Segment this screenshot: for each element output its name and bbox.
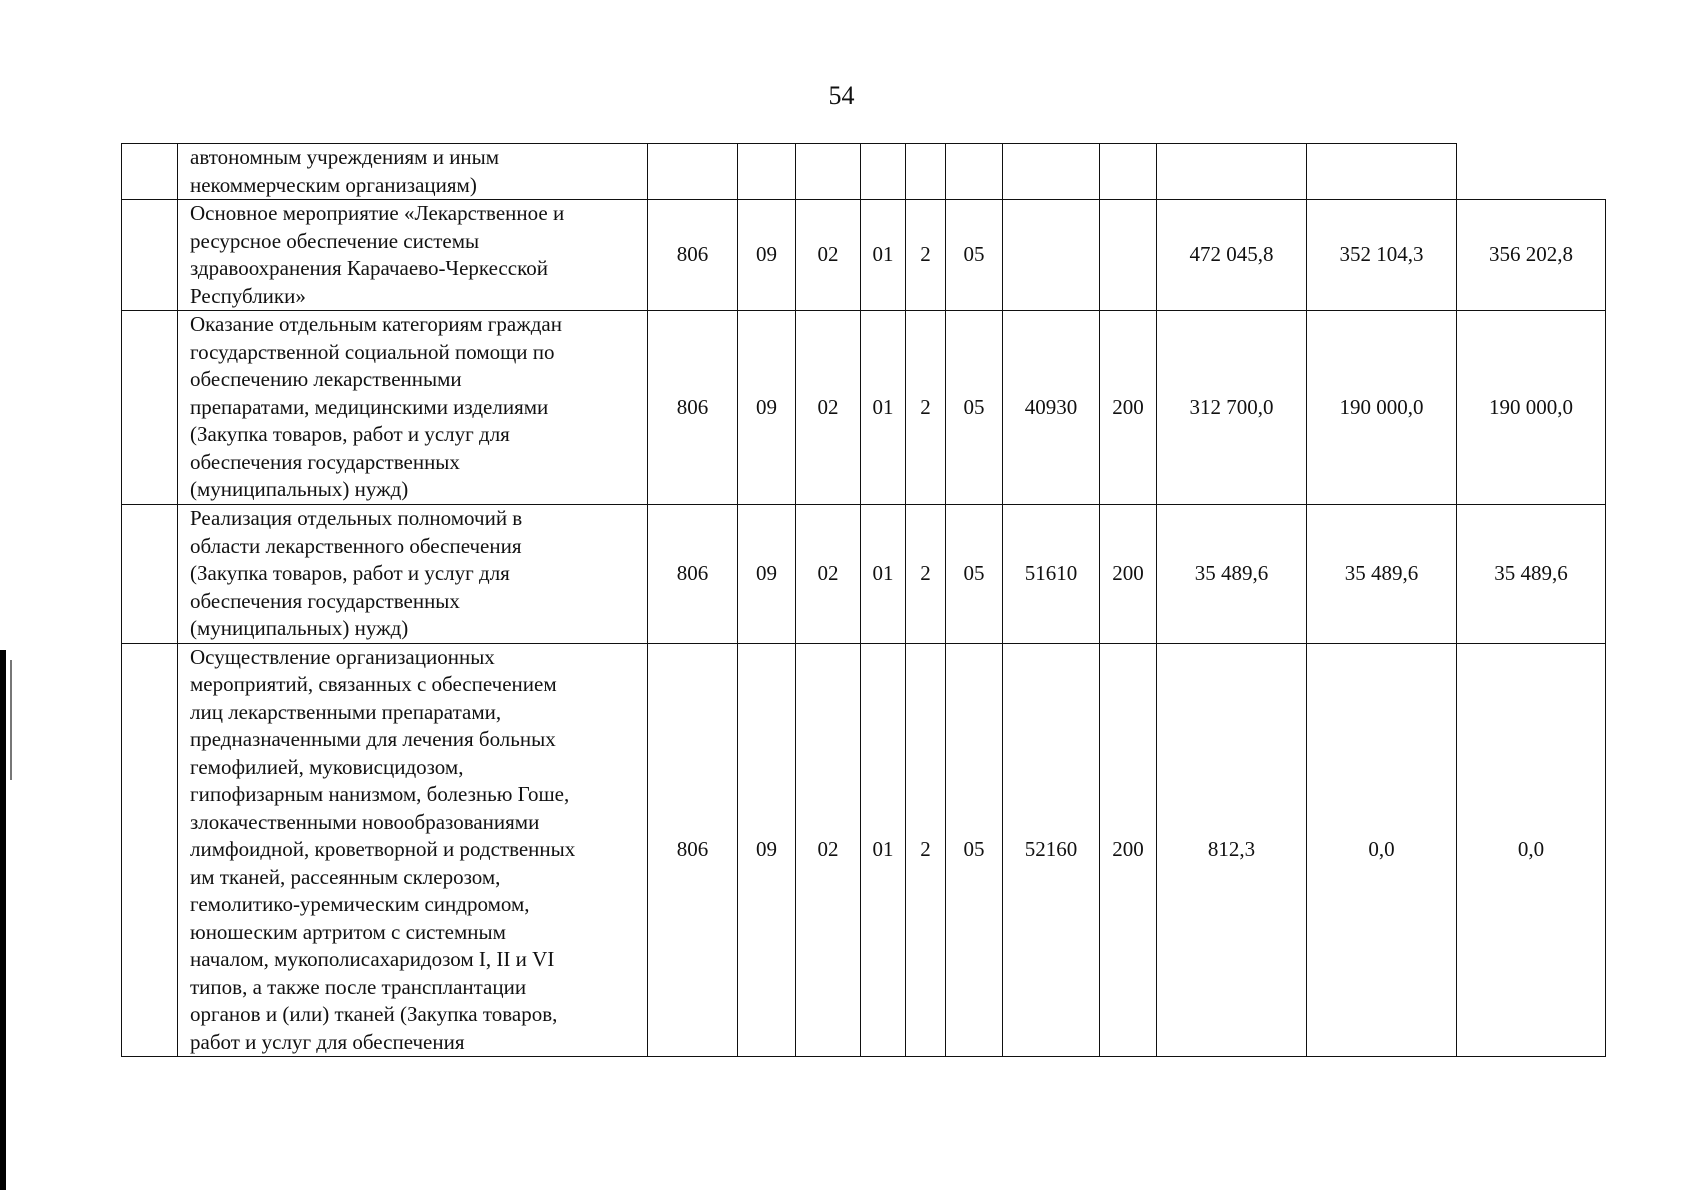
row-number-cell <box>122 311 178 505</box>
description-line: гипофизарным нанизмом, болезнью Гоше, <box>190 782 570 806</box>
scan-edge-mark <box>0 650 6 1190</box>
amount-year-2-cell: 352 104,3 <box>1307 200 1457 311</box>
description-line: здравоохранения Карачаево-Черкесской <box>190 256 548 280</box>
amount-year-3-cell: 356 202,8 <box>1457 200 1606 311</box>
subsection-code-cell: 02 <box>796 200 861 311</box>
table-row <box>122 200 1606 311</box>
description-line: Оказание отдельным категориям граждан <box>190 312 562 336</box>
description-line: (муниципальных) нужд) <box>190 616 409 640</box>
description-line: мероприятий, связанных с обеспечением <box>190 672 557 696</box>
subsection-code-cell <box>796 144 861 200</box>
description-line: (Закупка товаров, работ и услуг для <box>190 422 510 446</box>
table-row <box>122 311 1606 505</box>
subsection-code-cell: 02 <box>796 505 861 644</box>
table-row <box>122 144 1606 200</box>
amount-year-1-cell: 472 045,8 <box>1157 200 1307 311</box>
ministry-code-cell: 806 <box>648 311 738 505</box>
amount-year-1-cell: 812,3 <box>1157 643 1307 1057</box>
expense-type-code-cell: 200 <box>1100 643 1157 1057</box>
ministry-code-cell: 806 <box>648 200 738 311</box>
subprogram-code-cell: 2 <box>906 643 946 1057</box>
description-line: юношеским артритом с системным <box>190 919 506 944</box>
expense-type-code-cell: 200 <box>1100 311 1157 505</box>
ministry-code-cell: 806 <box>648 643 738 1057</box>
amount-year-2-cell <box>1307 144 1457 200</box>
row-number-cell <box>122 505 178 644</box>
description-line: ресурсное обеспечение системы <box>190 228 480 253</box>
description-line: Республики» <box>190 283 306 308</box>
description-cell <box>178 311 648 505</box>
description-cell <box>178 200 648 311</box>
program-code-cell: 01 <box>861 311 906 505</box>
ministry-code-cell <box>648 144 738 200</box>
direction-code-cell: 52160 <box>1003 643 1100 1057</box>
scan-edge-line <box>10 660 12 780</box>
event-code-cell <box>946 144 1003 200</box>
description-line: государственной социальной помощи по <box>190 339 555 364</box>
description-line: обеспечения государственных <box>190 449 460 474</box>
event-code-cell: 05 <box>946 643 1003 1057</box>
amount-year-2-cell: 0,0 <box>1307 643 1457 1057</box>
amount-year-1-cell <box>1157 144 1307 200</box>
budget-table <box>121 143 1606 1057</box>
expense-type-code-cell: 200 <box>1100 505 1157 644</box>
subprogram-code-cell: 2 <box>906 311 946 505</box>
row-number-cell <box>122 643 178 1057</box>
description-line: им тканей, рассеянным склерозом, <box>190 864 501 889</box>
expense-type-code-cell <box>1100 200 1157 311</box>
direction-code-cell <box>1003 144 1100 200</box>
event-code-cell: 05 <box>946 200 1003 311</box>
description-line: препаратами, медицинскими изделиями <box>190 394 549 419</box>
amount-year-3-cell: 0,0 <box>1457 643 1606 1057</box>
description-line: некоммерческим организациям) <box>190 172 477 197</box>
amount-year-3-cell: 190 000,0 <box>1457 311 1606 505</box>
section-code-cell: 09 <box>738 505 796 644</box>
subsection-code-cell: 02 <box>796 311 861 505</box>
description-cell <box>178 505 648 644</box>
description-line: Реализация отдельных полномочий в <box>190 506 523 530</box>
program-code-cell: 01 <box>861 505 906 644</box>
table-row <box>122 505 1606 644</box>
description-line: началом, мукополисахаридозом I, II и VI <box>190 947 555 971</box>
program-code-cell <box>861 144 906 200</box>
description-line: лиц лекарственными препаратами, <box>190 699 502 724</box>
description-line: Основное мероприятие «Лекарственное и <box>190 201 565 225</box>
amount-year-1-cell: 312 700,0 <box>1157 311 1307 505</box>
event-code-cell: 05 <box>946 311 1003 505</box>
program-code-cell: 01 <box>861 643 906 1057</box>
description-line: Осуществление организационных <box>190 644 495 669</box>
description-line: гемолитико-уремическим синдромом, <box>190 892 530 916</box>
description-line: области лекарственного обеспечения <box>190 533 522 558</box>
direction-code-cell: 40930 <box>1003 311 1100 505</box>
subsection-code-cell: 02 <box>796 643 861 1057</box>
program-code-cell: 01 <box>861 200 906 311</box>
description-line: (Закупка товаров, работ и услуг для <box>190 561 510 585</box>
ministry-code-cell: 806 <box>648 505 738 644</box>
description-line: органов и (или) тканей (Закупка товаров, <box>190 1002 558 1026</box>
direction-code-cell: 51610 <box>1003 505 1100 644</box>
description-line: автономным учреждениям и иным <box>190 145 500 169</box>
event-code-cell: 05 <box>946 505 1003 644</box>
description-line: злокачественными новообразованиями <box>190 809 540 834</box>
amount-year-1-cell: 35 489,6 <box>1157 505 1307 644</box>
description-line: обеспечению лекарственными <box>190 367 462 391</box>
subprogram-code-cell: 2 <box>906 200 946 311</box>
description-cell <box>178 144 648 200</box>
section-code-cell: 09 <box>738 311 796 505</box>
section-code-cell <box>738 144 796 200</box>
description-line: (муниципальных) нужд) <box>190 477 409 501</box>
amount-year-2-cell: 190 000,0 <box>1307 311 1457 505</box>
page-number: 54 <box>828 81 855 110</box>
amount-year-2-cell: 35 489,6 <box>1307 505 1457 644</box>
description-line: работ и услуг для обеспечения <box>190 1029 465 1054</box>
description-line: обеспечения государственных <box>190 588 460 613</box>
table-row <box>122 643 1606 1057</box>
subprogram-code-cell: 2 <box>906 505 946 644</box>
amount-year-3-cell: 35 489,6 <box>1457 505 1606 644</box>
section-code-cell: 09 <box>738 200 796 311</box>
row-number-cell <box>122 200 178 311</box>
description-cell <box>178 643 648 1057</box>
description-line: типов, а также после трансплантации <box>190 974 527 999</box>
description-line: гемофилией, муковисцидозом, <box>190 754 464 779</box>
subprogram-code-cell <box>906 144 946 200</box>
section-code-cell: 09 <box>738 643 796 1057</box>
expense-type-code-cell <box>1100 144 1157 200</box>
row-number-cell <box>122 144 178 200</box>
direction-code-cell <box>1003 200 1100 311</box>
description-line: лимфоидной, кроветворной и родственных <box>190 837 576 861</box>
description-line: предназначенными для лечения больных <box>190 727 556 751</box>
